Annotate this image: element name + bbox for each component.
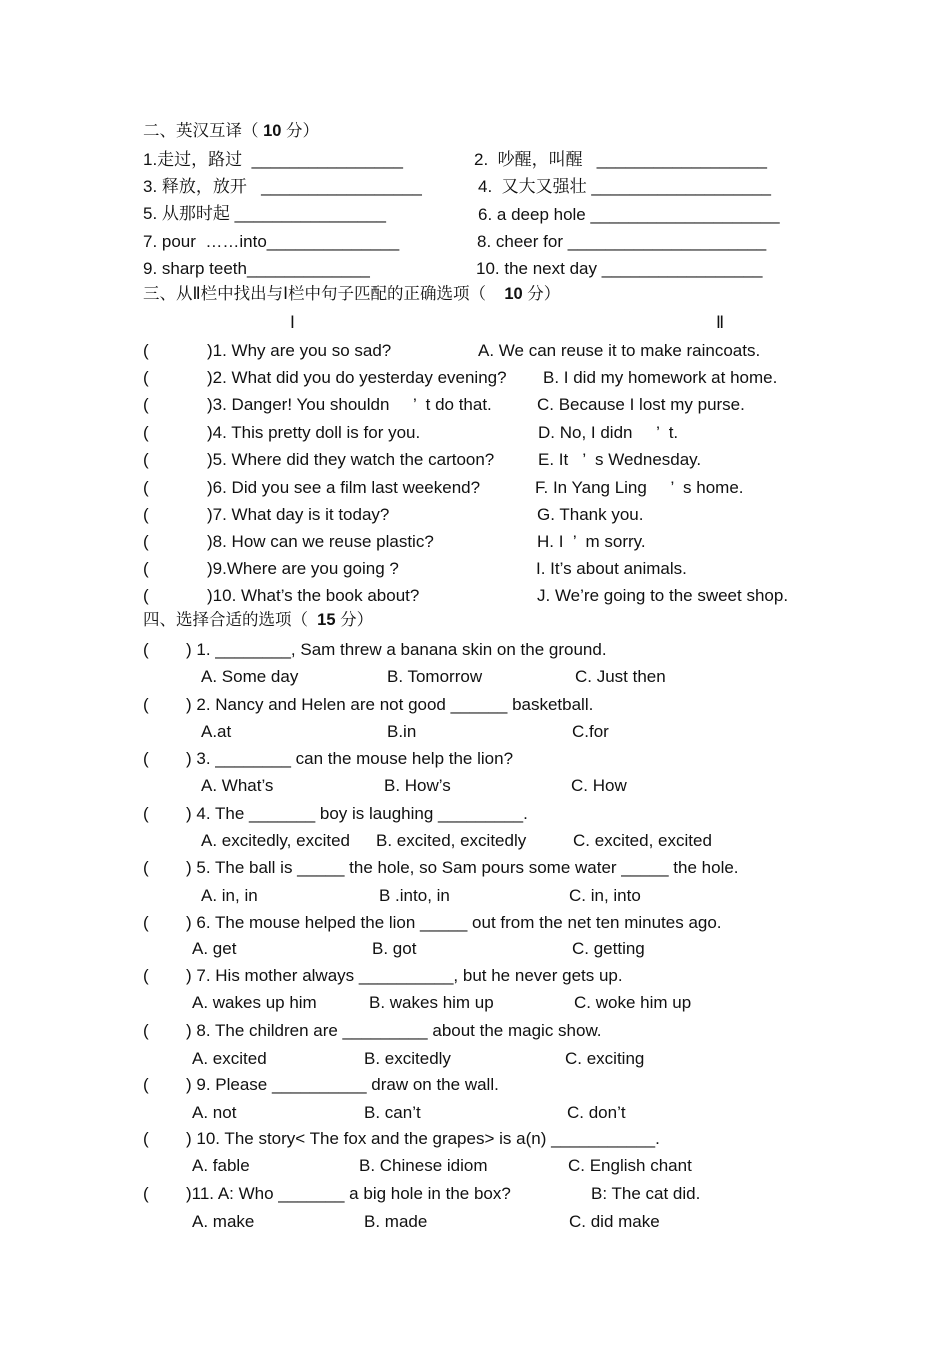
question-text: ) 4. The _______ boy is laughing _________. — [186, 804, 528, 823]
option-a: A. wakes up him — [192, 993, 317, 1012]
option-b: B. got — [372, 939, 417, 958]
option-c: C. getting — [572, 939, 645, 958]
answer-bracket[interactable]: ( — [143, 478, 149, 497]
question-text: ) 2. Nancy and Helen are not good ______ basketball. — [186, 695, 594, 714]
match-question: )3. Danger! You shouldn ’ t do that. — [207, 395, 492, 414]
match-option: F. In Yang Ling ’ s home. — [535, 478, 744, 497]
option-c: C. did make — [569, 1212, 660, 1231]
answer-bracket[interactable]: ( — [143, 505, 149, 524]
option-a: A.at — [201, 722, 232, 741]
option-a: A. What’s — [201, 776, 274, 795]
match-option: D. No, I didn ’ t. — [538, 423, 679, 442]
question-text: ) 1. ________, Sam threw a banana skin on the ground. — [186, 640, 607, 659]
match-option: I. It’s about animals. — [536, 559, 687, 578]
match-question: )10. What’s the book about? — [207, 586, 420, 605]
match-question: )8. How can we reuse plastic? — [207, 532, 434, 551]
answer-bracket[interactable]: ( — [143, 804, 149, 823]
question-text: ) 10. The story< The fox and the grapes> is a(n) ___________. — [186, 1129, 660, 1148]
answer-bracket[interactable]: ( — [143, 1184, 149, 1203]
option-a: A. in, in — [201, 886, 258, 905]
answer-bracket[interactable]: ( — [143, 1129, 149, 1148]
translate-item: 3. 释放，放开 _________________ — [143, 177, 422, 196]
section4-title: 四、选择合适的选项（ 15 分） — [143, 611, 374, 629]
translate-item: 4. 又大又强壮 ___________________ — [478, 177, 771, 196]
option-c: C. excited, excited — [573, 831, 712, 850]
option-b: B. Tomorrow — [387, 667, 483, 686]
answer-bracket[interactable]: ( — [143, 395, 149, 414]
answer-bracket[interactable]: ( — [143, 966, 149, 985]
translate-item: 6. a deep hole ____________________ — [478, 205, 780, 224]
answer-bracket[interactable]: ( — [143, 749, 149, 768]
translate-item: 10. the next day _________________ — [476, 259, 763, 278]
option-c: C. woke him up — [574, 993, 692, 1012]
option-a: A. excitedly, excited — [201, 831, 350, 850]
column-two-heading: Ⅱ — [716, 314, 725, 332]
option-b: B. made — [364, 1212, 428, 1231]
translate-item: 5. 从那时起 ________________ — [143, 204, 386, 223]
match-option: B. I did my homework at home. — [543, 368, 778, 387]
answer-bracket[interactable]: ( — [143, 695, 149, 714]
option-a: A. get — [192, 939, 237, 958]
option-c: C. in, into — [569, 886, 641, 905]
answer-bracket[interactable]: ( — [143, 341, 149, 360]
match-question: )6. Did you see a film last weekend? — [207, 478, 481, 497]
option-c: C.for — [572, 722, 609, 741]
question-text: ) 6. The mouse helped the lion _____ out from the net ten minutes ago. — [186, 913, 722, 932]
answer-bracket[interactable]: ( — [143, 532, 149, 551]
section2-title: 二、英汉互译（ 10 分） — [143, 122, 320, 140]
match-option: H. I ’ m sorry. — [537, 532, 646, 551]
option-c: C. English chant — [568, 1156, 692, 1175]
option-b: B. How’s — [384, 776, 451, 795]
match-option: E. It ’ s Wednesday. — [538, 450, 702, 469]
option-c: C. How — [571, 776, 627, 795]
option-a: A. fable — [192, 1156, 250, 1175]
option-c: C. exciting — [565, 1049, 645, 1068]
question-text: ) 7. His mother always __________, but he never gets up. — [186, 966, 623, 985]
translate-item: 2. 吵醒，叫醒 __________________ — [474, 150, 767, 169]
question-text: ) 8. The children are _________ about the magic show. — [186, 1021, 602, 1040]
answer-bracket[interactable]: ( — [143, 640, 149, 659]
question-text: ) 9. Please __________ draw on the wall. — [186, 1075, 499, 1094]
translate-item: 1.走过，路过 ________________ — [143, 150, 403, 169]
option-b: B. excitedly — [364, 1049, 451, 1068]
translate-item: 9. sharp teeth_____________ — [143, 259, 370, 278]
answer-bracket[interactable]: ( — [143, 423, 149, 442]
option-a: A. make — [192, 1212, 255, 1231]
translate-item: 7. pour ……into______________ — [143, 232, 400, 251]
question-text: ) 3. ________ can the mouse help the lion? — [186, 749, 514, 768]
answer-bracket[interactable]: ( — [143, 913, 149, 932]
match-option: J. We’re going to the sweet shop. — [537, 586, 789, 605]
option-b: B. Chinese idiom — [359, 1156, 488, 1175]
option-a: A. Some day — [201, 667, 299, 686]
column-one-heading: Ⅰ — [290, 314, 295, 332]
match-option: G. Thank you. — [537, 505, 644, 524]
match-question: )5. Where did they watch the cartoon? — [207, 450, 495, 469]
option-b: B. excited, excitedly — [376, 831, 527, 850]
answer-bracket[interactable]: ( — [143, 450, 149, 469]
match-question: )7. What day is it today? — [207, 505, 390, 524]
question-text: ) 5. The ball is _____ the hole, so Sam pours some water _____ the hole. — [186, 858, 739, 877]
option-a: A. excited — [192, 1049, 267, 1068]
match-option: A. We can reuse it to make raincoats. — [478, 341, 761, 360]
option-c: C. Just then — [575, 667, 666, 686]
answer-bracket[interactable]: ( — [143, 368, 149, 387]
match-question: )9.Where are you going ? — [207, 559, 399, 578]
match-question: )2. What did you do yesterday evening? — [207, 368, 507, 387]
match-question: )4. This pretty doll is for you. — [207, 423, 421, 442]
question-response: B: The cat did. — [591, 1184, 701, 1203]
option-c: C. don’t — [567, 1103, 626, 1122]
answer-bracket[interactable]: ( — [143, 1021, 149, 1040]
answer-bracket[interactable]: ( — [143, 858, 149, 877]
option-b: B. can’t — [364, 1103, 421, 1122]
match-option: C. Because I lost my purse. — [537, 395, 745, 414]
answer-bracket[interactable]: ( — [143, 559, 149, 578]
section3-title: 三、从Ⅱ栏中找出与Ⅰ栏中句子匹配的正确选项（ 10 分） — [143, 285, 561, 303]
match-question: )1. Why are you so sad? — [207, 341, 392, 360]
question-text: )11. A: Who _______ a big hole in the box? — [186, 1184, 511, 1203]
option-b: B.in — [387, 722, 417, 741]
answer-bracket[interactable]: ( — [143, 586, 149, 605]
option-a: A. not — [192, 1103, 237, 1122]
option-b: B .into, in — [379, 886, 450, 905]
option-b: B. wakes him up — [369, 993, 494, 1012]
translate-item: 8. cheer for _____________________ — [477, 232, 767, 251]
answer-bracket[interactable]: ( — [143, 1075, 149, 1094]
